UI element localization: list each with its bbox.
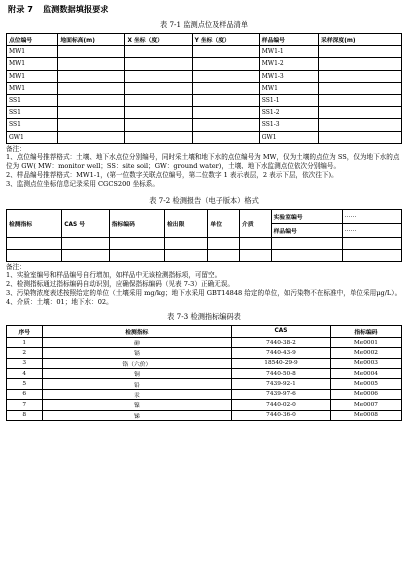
table-cell: 7440-02-0 — [232, 400, 331, 410]
table-cell: 3 — [7, 358, 43, 368]
table3-header: 指标编码 — [330, 325, 401, 337]
lab-number-label: 实验室编号 — [271, 209, 342, 223]
empty-cell — [164, 237, 207, 249]
table-cell: 8 — [7, 410, 43, 420]
table-cell: SS1 — [7, 107, 58, 119]
note-line: 备注： — [6, 262, 26, 271]
empty-cell — [240, 249, 272, 261]
table-row — [7, 131, 402, 143]
table1-header: Y 坐标（度） — [192, 34, 259, 46]
table3-header: CAS — [232, 325, 331, 337]
table-cell — [319, 70, 402, 82]
table-cell: 7440-50-8 — [232, 369, 331, 379]
table-row — [7, 337, 402, 347]
table-cell — [125, 58, 192, 70]
table-cell: 7440-43-9 — [232, 348, 331, 358]
table-cell: 铜 — [42, 369, 232, 379]
table-row — [7, 379, 402, 389]
table3-caption: 表 7-3 检测指标编码表 — [167, 311, 241, 321]
ellipsis-cell: …… — [342, 223, 401, 237]
table1-caption: 表 7-1 监测点位及样品清单 — [159, 20, 249, 29]
empty-cell — [62, 249, 109, 261]
empty-cell — [342, 237, 401, 249]
table2-header: 检测指标 — [7, 209, 62, 237]
note-line: 4、介质：土壤：01；地下水：02。 — [6, 297, 113, 306]
table-row — [7, 70, 402, 82]
table-cell: 4 — [7, 369, 43, 379]
empty-cell — [7, 237, 62, 249]
note-line: 1、实验室编号和样品编号自行增加，如样品中无该检测指标项，可留空。 — [6, 271, 222, 280]
table-cell: SS1-3 — [259, 119, 318, 131]
empty-cell — [342, 249, 401, 261]
table-cell: 镍 — [42, 400, 232, 410]
table-cell: 7440-36-0 — [232, 410, 331, 420]
table-cell: 铬（六价） — [42, 358, 232, 368]
table-cell: 镉 — [42, 348, 232, 358]
table-cell — [319, 94, 402, 106]
table-cell: 7439-97-6 — [232, 389, 331, 399]
table-cell: SS1 — [7, 119, 58, 131]
table-cell — [319, 131, 402, 143]
table-row — [7, 119, 402, 131]
table-cell: SS1 — [7, 94, 58, 106]
table-cell — [192, 82, 259, 94]
empty-cell — [109, 249, 164, 261]
table-cell — [192, 119, 259, 131]
empty-cell — [109, 237, 164, 249]
note-line: 3、监测点位坐标信息记录采用 CGCS200 坐标系。 — [6, 179, 159, 188]
table-cell: SS1-1 — [259, 94, 318, 106]
empty-cell — [271, 249, 342, 261]
table3-header-row — [7, 325, 402, 337]
table-cell — [319, 82, 402, 94]
empty-cell — [240, 237, 272, 249]
table-cell — [125, 107, 192, 119]
table-cell — [125, 131, 192, 143]
table2-header: 介质 — [240, 209, 272, 237]
table-cell: 砷 — [42, 337, 232, 347]
table-cell — [125, 82, 192, 94]
table-row — [7, 94, 402, 106]
table-row — [7, 348, 402, 358]
table-cell — [125, 70, 192, 82]
table-cell: MW1 — [259, 82, 318, 94]
table-cell — [58, 70, 125, 82]
table-cell — [125, 46, 192, 58]
note-line: 1、点位编号推荐格式：土壤、地下水点位分别编号，同时采土壤和地下水的点位编号为 MW，仅为土壤的点位为 SS，仅为地下水的点位为 GW( MW：monitor well；SS：site soil；GW：ground water)，土壤、地下水监测点位依次分别编号。 — [6, 153, 400, 171]
table1-notes — [6, 145, 402, 189]
table-cell — [125, 119, 192, 131]
table1-header: 样品编号 — [259, 34, 318, 46]
table-cell: GW1 — [259, 131, 318, 143]
table1-header: 采样深度(m) — [319, 34, 402, 46]
table-row — [7, 400, 402, 410]
sample-number-label: 样品编号 — [271, 223, 342, 237]
empty-cell — [7, 249, 62, 261]
table2-header: 检出限 — [164, 209, 207, 237]
table-row — [7, 46, 402, 58]
table1-header: 地面标高(m) — [58, 34, 125, 46]
table-cell: 2 — [7, 348, 43, 358]
table-cell — [192, 58, 259, 70]
document-page — [6, 4, 402, 421]
note-line: 2、样品编号推荐格式：MW1-1，(第一位数字关联点位编号，第二位数字 1 表示表层，2 表示下层，依次往下)。 — [6, 171, 338, 180]
table-cell: MW1 — [7, 46, 58, 58]
table-cell: MW1-1 — [259, 46, 318, 58]
table1-header: X 坐标（度） — [125, 34, 192, 46]
empty-cell — [271, 237, 342, 249]
table3-header: 检测指标 — [42, 325, 232, 337]
table-cell: MW1-2 — [259, 58, 318, 70]
empty-cell — [62, 237, 109, 249]
appendix-number: 附录 7 — [8, 4, 33, 14]
table-cell: 6 — [7, 389, 43, 399]
table-row — [7, 58, 402, 70]
table-cell — [319, 46, 402, 58]
table-cell — [192, 70, 259, 82]
indicator-code-table — [6, 325, 402, 421]
table-cell: Me0003 — [330, 358, 401, 368]
table2-header: 指标编码 — [109, 209, 164, 237]
table-cell — [58, 58, 125, 70]
table-cell — [58, 46, 125, 58]
appendix-title: 监测数据填报要求 — [42, 4, 109, 14]
table-row — [7, 389, 402, 399]
table-cell: MW1 — [7, 58, 58, 70]
table-cell: Me0004 — [330, 369, 401, 379]
monitoring-points-table — [6, 33, 402, 144]
table-row — [7, 369, 402, 379]
table-cell — [58, 107, 125, 119]
table2-caption: 表 7-2 检测报告（电子版本）格式 — [149, 195, 259, 205]
table-row — [7, 358, 402, 368]
table2-empty-row — [7, 237, 402, 249]
table-row — [7, 107, 402, 119]
table-cell: Me0005 — [330, 379, 401, 389]
table-cell: 7 — [7, 400, 43, 410]
table-cell: 汞 — [42, 389, 232, 399]
table1-header-row — [7, 34, 402, 46]
empty-cell — [208, 237, 240, 249]
table-cell: Me0008 — [330, 410, 401, 420]
table2-empty-row — [7, 249, 402, 261]
table-cell: MW1-3 — [259, 70, 318, 82]
table-cell: Me0002 — [330, 348, 401, 358]
table-cell: SS1-2 — [259, 107, 318, 119]
table-cell: 18540-29-9 — [232, 358, 331, 368]
table-cell — [192, 94, 259, 106]
table2-header: 单位 — [208, 209, 240, 237]
table2-notes — [6, 263, 402, 307]
table3-header: 序号 — [7, 325, 43, 337]
table-cell — [192, 131, 259, 143]
table-cell: Me0001 — [330, 337, 401, 347]
empty-cell — [208, 249, 240, 261]
table-cell: Me0007 — [330, 400, 401, 410]
table-cell: 7440-38-2 — [232, 337, 331, 347]
table-cell: Me0006 — [330, 389, 401, 399]
report-format-table — [6, 209, 402, 262]
table-cell: GW1 — [7, 131, 58, 143]
table1-header: 点位编号 — [7, 34, 58, 46]
table-cell: 铅 — [42, 379, 232, 389]
table-row — [7, 410, 402, 420]
table-cell — [125, 94, 192, 106]
table-cell — [319, 119, 402, 131]
note-line: 备注： — [6, 144, 26, 153]
table-cell: MW1 — [7, 70, 58, 82]
table-cell — [58, 119, 125, 131]
table-cell — [192, 46, 259, 58]
table2-header-row — [7, 209, 402, 223]
table-cell — [58, 131, 125, 143]
table-cell: 5 — [7, 379, 43, 389]
table-cell: 7439-92-1 — [232, 379, 331, 389]
table-row — [7, 82, 402, 94]
table-cell: 1 — [7, 337, 43, 347]
note-line: 2、检测指标通过指标编码自动识别，应确保指标编码（见表 7-3）正确无误。 — [6, 280, 234, 289]
table-cell: 锑 — [42, 410, 232, 420]
appendix-heading — [8, 4, 402, 15]
table-cell — [192, 107, 259, 119]
empty-cell — [164, 249, 207, 261]
table-cell: MW1 — [7, 82, 58, 94]
table-cell — [58, 94, 125, 106]
table-cell — [319, 107, 402, 119]
table-cell — [319, 58, 402, 70]
ellipsis-cell: …… — [342, 209, 401, 223]
table2-header: CAS 号 — [62, 209, 109, 237]
table-cell — [58, 82, 125, 94]
note-line: 3、污染物浓度表述按照给定的单位（土壤采用 mg/kg；地下水采用 GBT14848 给定的单位，如污染物不在标准中，单位采用μg/L）。 — [6, 289, 402, 298]
